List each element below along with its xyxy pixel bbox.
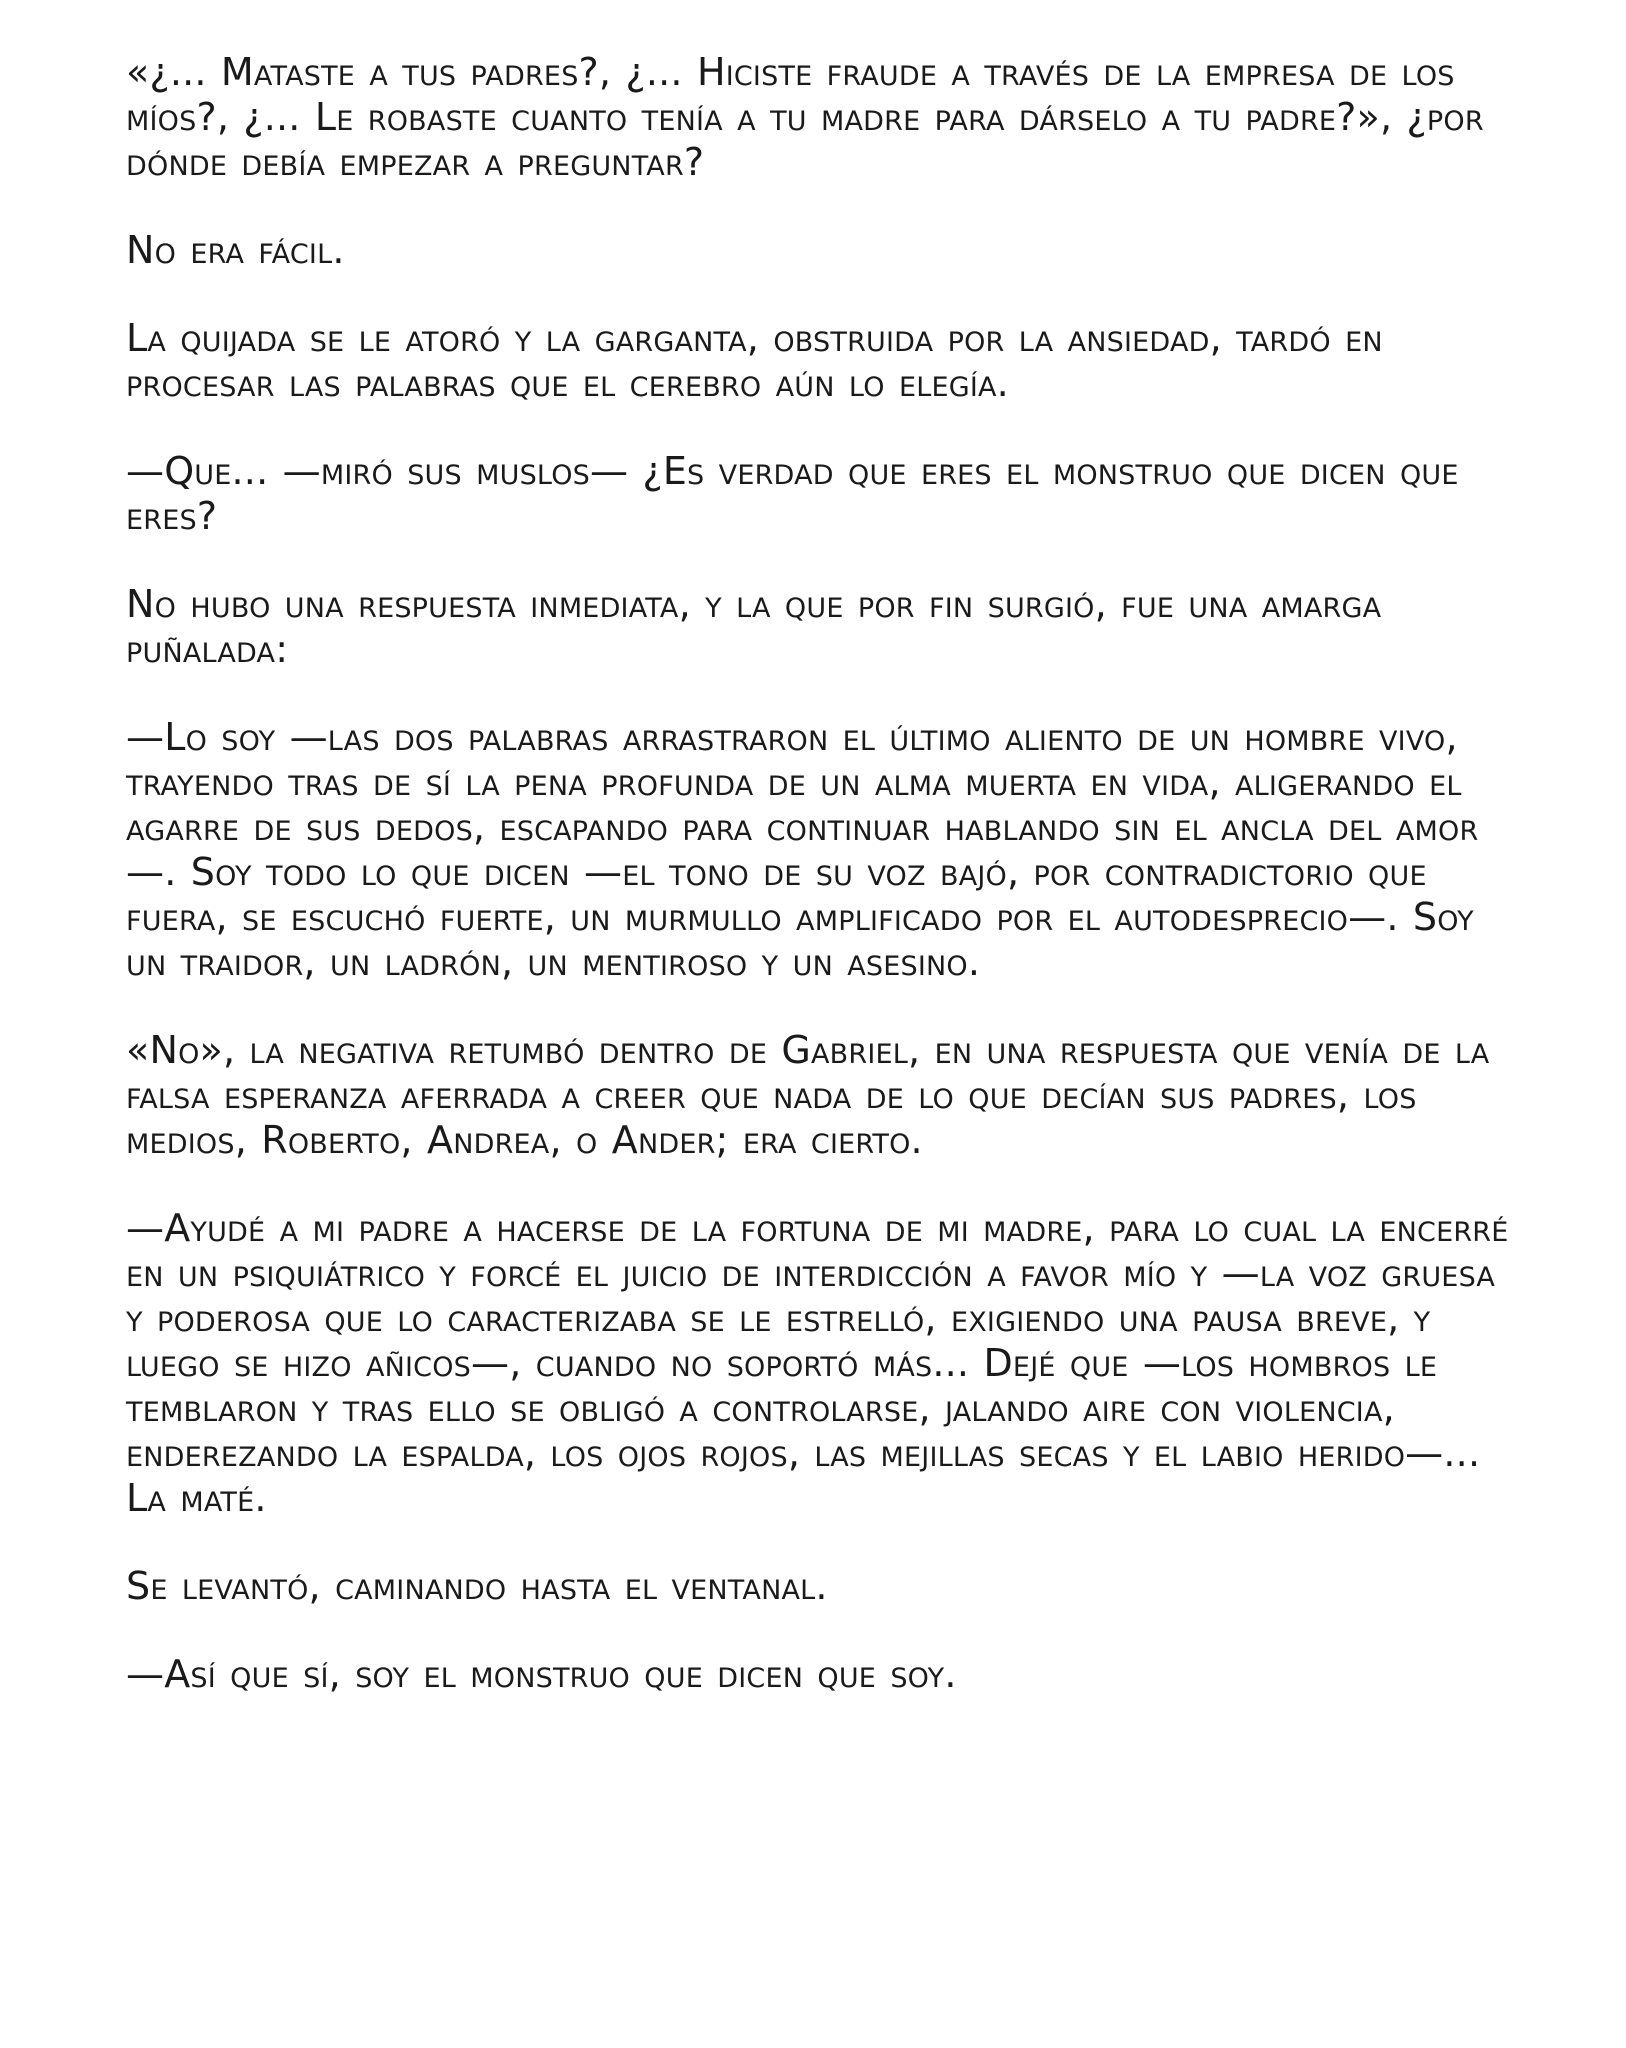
paragraph-4: —Que... —miró sus muslos— ¿Es verdad que eres el monstruo que dicen que eres? [126, 449, 1459, 538]
paragraph-2: No era fácil. [126, 228, 345, 272]
paragraph-7: «No», la negativa retumbó dentro de Gabriel, en una respuesta que venía de la falsa esperanza aferrada a creer que nada de lo que decían sus padres, los medios, Roberto, Andrea, o Ander; era cierto. [126, 1028, 1490, 1162]
paragraph-10: —Así que sí, soy el monstruo que dicen que soy. [126, 1652, 957, 1696]
paragraph-6: —Lo soy —las dos palabras arrastraron el último aliento de un hombre vivo, trayendo tras de sí la pena profunda de un alma muerta en vida, aligerando el agarre de sus dedos, escapando para continuar hablando sin el ancla del amor—. Soy todo lo que dicen —el tono de su voz bajó, por contradictorio que fuera, se escuchó fuerte, un murmullo amplificado por el autodesprecio—. Soy un traidor, un ladrón, un mentiroso y un asesino. [126, 715, 1479, 984]
paragraph-5: No hubo una respuesta inmediata, y la que por fin surgió, fue una amarga puñalada: [126, 582, 1382, 671]
paragraph-1: «¿... Mataste a tus padres?, ¿... Hiciste fraude a través de la empresa de los míos?, ¿... Le robaste cuanto tenía a tu madre para dárselo a tu padre?», ¿por dónde debía empezar a preguntar? [126, 50, 1484, 184]
paragraph-3: La quijada se le atoró y la garganta, obstruida por la ansiedad, tardó en procesar las palabras que el cerebro aún lo elegía. [126, 316, 1383, 405]
paragraph-8: —Ayudé a mi padre a hacerse de la fortuna de mi madre, para lo cual la encerré en un psiquiátrico y forcé el juicio de interdicción a favor mío y —la voz gruesa y poderosa que lo caracterizaba se le estrelló, exigiendo una pausa breve, y luego se hizo añicos—, cuando no soportó más... Dejé que —los hombros le temblaron y tras ello se obligó a controlarse, jalando aire con violencia, enderezando la espalda, los ojos rojos, las mejillas secas y el labio herido—... La maté. [126, 1206, 1509, 1520]
paragraph-9: Se levantó, caminando hasta el ventanal. [126, 1564, 828, 1608]
